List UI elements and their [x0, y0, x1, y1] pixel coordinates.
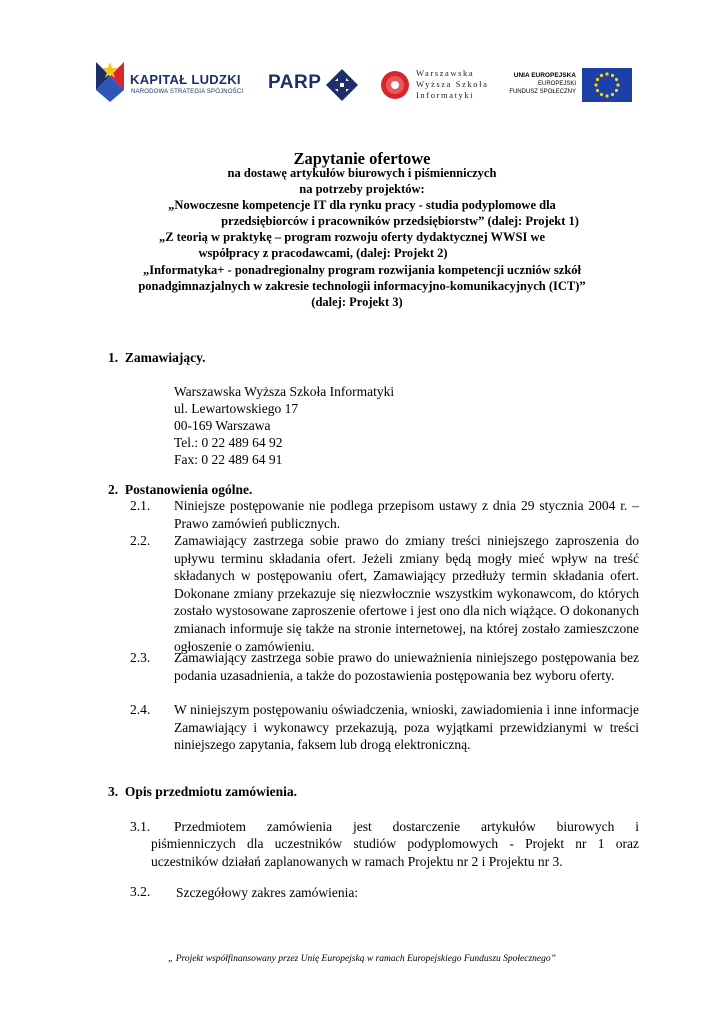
- address-line: ul. Lewartowskiego 17: [174, 401, 299, 416]
- subtitle-line-7: „Informatyka+ - ponadregionalny program rozwijania kompetencji uczniów szkół: [142, 263, 582, 277]
- section-2-heading: 2. Postanowienia ogólne.: [108, 482, 253, 497]
- page-footer: „ Projekt współfinansowany przez Unię Europejską w ramach Europejskiego Funduszu Społecznego”: [168, 954, 556, 964]
- item-number: 2.2.: [130, 533, 151, 548]
- logo-parp: [268, 68, 360, 104]
- logo-kapital-ludzki: [94, 58, 254, 106]
- kapital-ludzki-title: KAPITAŁ LUDZKI: [130, 72, 241, 87]
- item-number: 2.3.: [130, 650, 151, 665]
- phone-line: Tel.: 0 22 489 64 92: [174, 435, 283, 450]
- wwsi-line1: Warszawska: [416, 68, 475, 78]
- paragraph-2-1: Niniejsze postępowanie nie podlega przepisom ustawy z dnia 29 stycznia 2004 r. – Prawo zamówień publicznych.: [174, 498, 639, 531]
- item-number: 3.1.: [130, 819, 151, 834]
- paragraph-3-1-first-line: Przedmiotem zamówienia jest dostarczenie artykułów biurowych i: [174, 819, 639, 834]
- subtitle-line-9: (dalej: Projekt 3): [311, 295, 403, 309]
- address-line: 00-169 Warszawa: [174, 418, 271, 433]
- eu-line3: FUNDUSZ SPOŁECZNY: [509, 89, 576, 95]
- kapital-ludzki-icon: [94, 58, 128, 104]
- document-title: Zapytanie ofertowe: [293, 149, 431, 168]
- paragraph-3-1: piśmienniczych dla uczestników studiów podyplomowych - Projekt nr 1 oraz uczestników działań zaplanowanych w ramach Projektu nr 2 i Projektu nr 3.: [151, 836, 639, 869]
- paragraph-2-2: Zamawiający zastrzega sobie prawo do zmiany treści niniejszego zaproszenia do upływu terminu składania ofert. Jeżeli zmiany będą mogły mieć wpływ na treść składanych w postępowaniu ofert, Zamawiający przedłuży termin składania ofert. Dokonane zmiany przekazuje się niezwłocznie wszystkim wykonawcom, do których zostało wystosowane zaproszenie ofertowe i jest ono dla nich wiążące. O dokonanych zmianach informuje się także na stronie internetowej, na której zostało zamieszczone ogłoszenie o zamówieniu.: [174, 533, 639, 654]
- logo-eu: [508, 68, 632, 104]
- eu-line2: EUROPEJSKI: [537, 81, 576, 87]
- subtitle-line-4: przedsiębiorców i pracowników przedsiębiorstw” (dalej: Projekt 1): [221, 214, 579, 228]
- eu-flag-icon: [582, 68, 632, 102]
- wwsi-emblem-icon: [380, 70, 410, 100]
- paragraph-2-3: Zamawiający zastrzega sobie prawo do unieważnienia niniejszego postępowania bez podania uzasadnienia, a także do pozostawienia postępowania bez wyboru oferty.: [174, 650, 639, 683]
- subtitle-line-1: na dostawę artykułów biurowych i piśmienniczych: [227, 166, 497, 180]
- logo-wwsi: [380, 68, 500, 104]
- fax-line: Fax: 0 22 489 64 91: [174, 452, 283, 467]
- address-line: Warszawska Wyższa Szkoła Informatyki: [174, 384, 395, 399]
- section-3-heading: 3. Opis przedmiotu zamówienia.: [108, 784, 297, 799]
- wwsi-line2: Wyższa Szkoła: [416, 79, 489, 89]
- subtitle-line-8: ponadgimnazjalnych w zakresie technologii informacyjno-komunikacyjnych (ICT)”: [138, 279, 586, 293]
- wwsi-line3: Informatyki: [416, 90, 475, 100]
- subtitle-line-2: na potrzeby projektów:: [299, 182, 425, 196]
- eu-line1: UNIA EUROPEJSKA: [513, 72, 576, 79]
- subtitle-line-3: „Nowoczesne kompetencje IT dla rynku pracy - studia podyplomowe dla: [168, 198, 556, 212]
- item-number: 2.1.: [130, 498, 151, 513]
- item-number: 2.4.: [130, 702, 151, 717]
- contact-address-block: [174, 383, 394, 468]
- section-1-heading: 1. Zamawiający.: [108, 350, 206, 365]
- kapital-ludzki-subtitle: NARODOWA STRATEGIA SPÓJNOŚCI: [131, 89, 244, 95]
- item-number: 3.2.: [130, 884, 151, 899]
- subtitle-line-6: współpracy z pracodawcami, (dalej: Projekt 2): [198, 246, 448, 260]
- paragraph-3-2: Szczegółowy zakres zamówienia:: [176, 885, 359, 900]
- parp-cube-icon: [325, 68, 359, 102]
- parp-label: PARP: [268, 72, 322, 93]
- paragraph-2-4: W niniejszym postępowaniu oświadczenia, wnioski, zawiadomienia i inne informacje Zamawiający i wykonawcy przekazują, poza wyjątkami przewidzianymi w treści niniejszego zapytania, faksem lub drogą elektroniczną.: [174, 702, 639, 753]
- subtitle-line-5: „Z teorią w praktykę – program rozwoju oferty dydaktycznej WWSI we: [158, 230, 546, 244]
